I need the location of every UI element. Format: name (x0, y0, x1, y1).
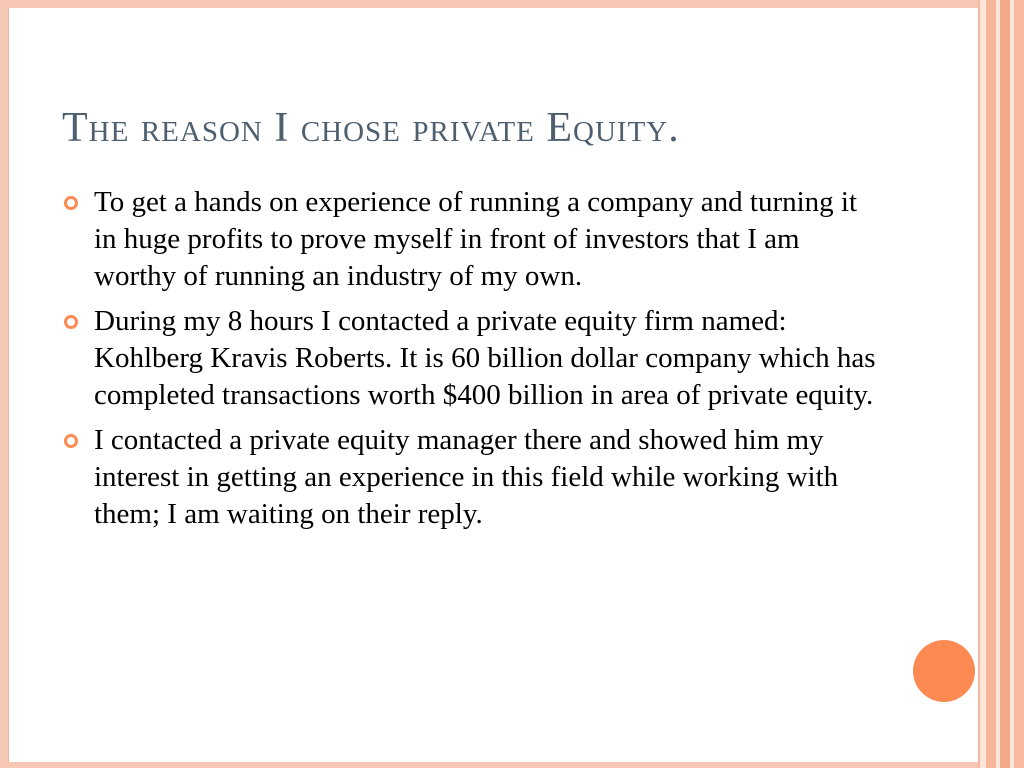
bullet-ring-icon (64, 434, 78, 448)
bullet-item (64, 303, 884, 414)
frame-top-border (0, 0, 1024, 8)
orange-circle-decoration-icon (913, 640, 975, 702)
right-stripe (1000, 0, 1010, 768)
bullet-item (64, 184, 884, 295)
frame-inner-left-line (8, 8, 9, 762)
frame-bottom-border (0, 762, 1024, 768)
right-stripe (986, 0, 996, 768)
bullet-list (64, 184, 884, 541)
bullet-text: To get a hands on experience of running a company and turning it in huge profits to prove myself in front of investors that I am worthy of running an industry of my own. (94, 186, 858, 292)
right-stripe (1014, 0, 1024, 768)
bullet-item (64, 422, 884, 533)
bullet-text: I contacted a private equity manager there and showed him my interest in getting an experience in this field while working with them; I am waiting on their reply. (94, 424, 839, 530)
bullet-ring-icon (64, 196, 78, 210)
slide-title: The reason I chose private Equity. (62, 105, 680, 151)
bullet-text: During my 8 hours I contacted a private equity firm named: Kohlberg Kravis Roberts. It is 60 billion dollar company which has completed transactions worth $400 billion in area of private equity. (94, 305, 876, 411)
frame-left-border (0, 0, 8, 768)
bullet-ring-icon (64, 315, 78, 329)
